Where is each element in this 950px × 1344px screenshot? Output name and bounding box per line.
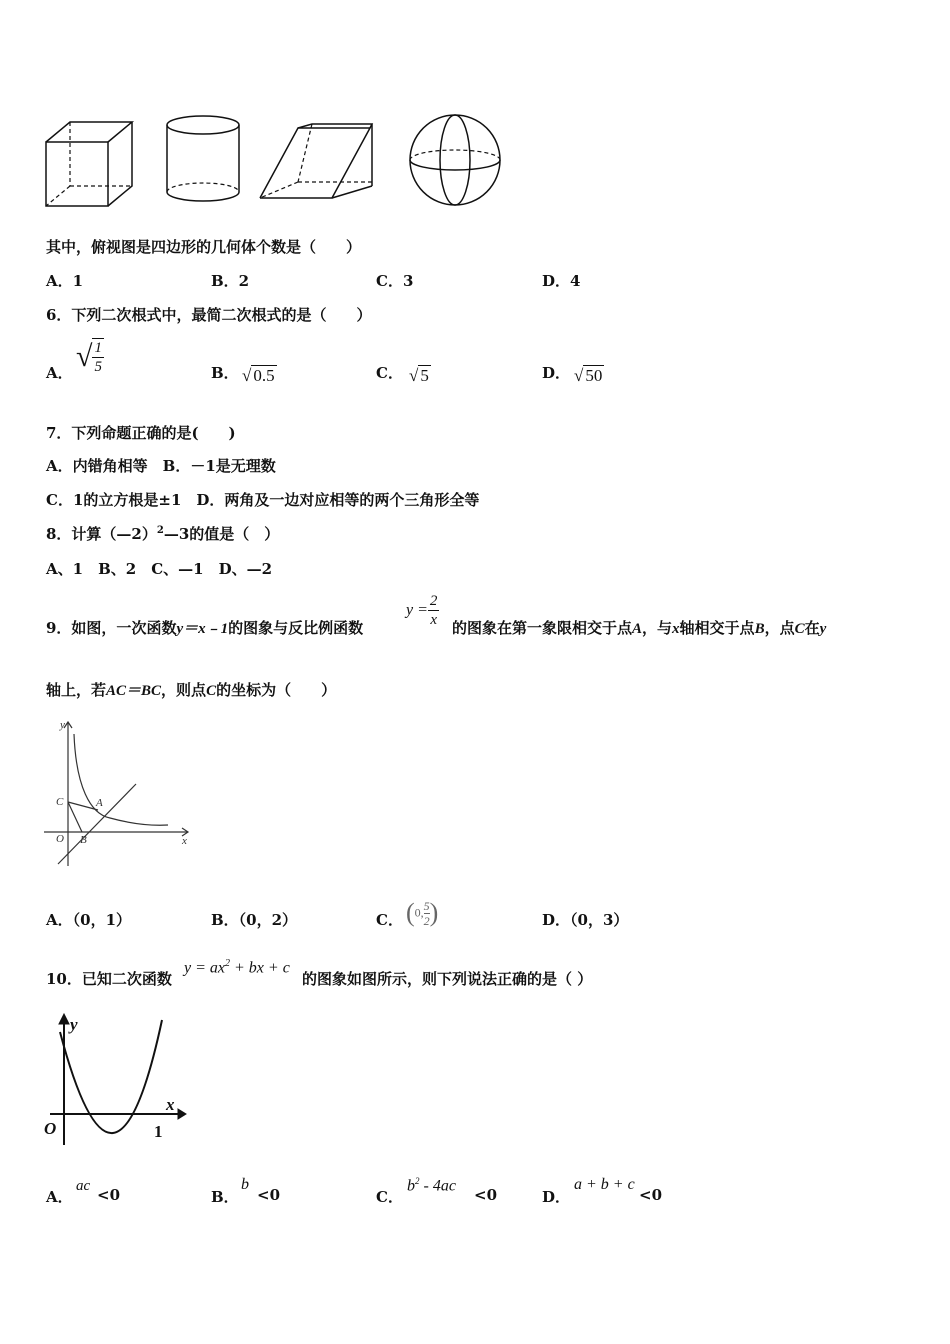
q9-stem-line1: [46, 617, 363, 638]
q7-options-ab: A．内错角相等 B．－1是无理数: [46, 457, 276, 475]
q10-graph: [40, 1010, 190, 1150]
q9-linear-function: y＝x﹣1: [176, 621, 229, 637]
q9-frac-lhs: y =: [406, 601, 428, 619]
q9-post2: ，与: [642, 619, 673, 637]
q9-point-b: B: [754, 621, 765, 637]
q6-b-radicand: 0.5: [253, 366, 275, 385]
q7-stem: 7．下列命题正确的是( ): [46, 424, 236, 442]
q9-c-rparen: ): [429, 898, 439, 927]
q10-graph-one-label: 1: [154, 1122, 163, 1141]
q9-reciprocal-function: [406, 592, 439, 629]
q9-point-a: A: [632, 621, 643, 637]
q10-func-sup: 2: [225, 958, 230, 969]
q10-func-post: + bx + c: [230, 959, 290, 977]
q10-option-a-rel: <0: [97, 1186, 121, 1204]
cube-figure: [46, 122, 132, 206]
q9-graph-c-label: C: [56, 796, 64, 808]
q9-graph: [40, 716, 200, 876]
q9-c-den: 2: [423, 913, 430, 928]
q10-func: y = ax: [184, 959, 225, 977]
q9-post: 的图象在第一象限相交于点: [452, 619, 633, 637]
q5-option-a: A．1: [46, 272, 84, 290]
q9-graph-a-label: A: [96, 797, 103, 809]
q7-options-cd: C．1的立方根是±1 D．两角及一边对应相等的两个三角形全等: [46, 491, 480, 509]
q9-frac-den: x: [430, 612, 437, 628]
q10-function: [184, 958, 290, 977]
q9-stem-line2: [46, 679, 336, 700]
q9-c-num: 5: [423, 898, 430, 913]
q9-line2-post: 的坐标为（ ）: [216, 681, 337, 699]
sphere-figure: [410, 115, 500, 205]
q6-option-d-label: D．: [542, 364, 571, 382]
q6-d-radicand: 50: [585, 366, 603, 385]
q5-option-b: B．2: [211, 272, 250, 290]
q9-segment-ca: [68, 802, 98, 810]
q9-mid: 的图象与反比例函数: [228, 619, 364, 637]
q9-option-c-label: C．: [376, 911, 403, 929]
q9-option-c-expr: [406, 898, 438, 928]
q10-c-expr-post: - 4ac: [419, 1177, 456, 1195]
q10-graph-x-label: x: [166, 1095, 175, 1114]
q9-graph-x-label: x: [182, 835, 187, 847]
q10-y-arrow-icon: [59, 1014, 69, 1024]
q10-option-c-expr: [407, 1176, 456, 1195]
q10-c-expr-pre: b: [407, 1177, 415, 1195]
q6-option-b-expr: √ 0.5: [242, 366, 275, 385]
q10-option-d-rel: <0: [639, 1186, 663, 1204]
q9-stem-line1-rest: [452, 617, 826, 638]
q10-option-d-label: D．: [542, 1188, 571, 1206]
q5-option-d: D．4: [542, 272, 581, 290]
q10-stem-post: 的图象如图所示，则下列说法正确的是（ ）: [302, 970, 593, 988]
q6-option-a-label: A．: [46, 364, 73, 382]
q10-c-expr-sup: 2: [415, 1176, 420, 1186]
q6-c-radicand: 5: [420, 366, 429, 385]
q9-post4: ，点: [764, 619, 795, 637]
q10-option-b-label: B．: [211, 1188, 239, 1206]
q6-option-d-expr: √ 50: [574, 366, 603, 385]
q6-a-numerator: 1: [94, 340, 102, 356]
q10-option-b-rel: <0: [257, 1186, 281, 1204]
q9-c-zero: 0,: [414, 905, 424, 920]
q8-stem-sup: 2: [156, 525, 164, 536]
q9-segment-cb: [68, 802, 82, 832]
q6-stem: 6．下列二次根式中，最简二次根式的是（ ）: [46, 306, 372, 324]
q9-graph-o-label: O: [56, 833, 64, 845]
q9-line2-mid: ，则点: [161, 681, 207, 699]
q9-pre: 9．如图，一次函数: [46, 619, 177, 637]
q9-point-c2: C: [206, 683, 217, 699]
q9-hyperbola: [74, 734, 168, 825]
q5-option-c: C．3: [376, 272, 414, 290]
q9-condition: AC＝BC: [106, 683, 162, 699]
q9-post3: 轴相交于点: [679, 619, 755, 637]
q6-option-c-expr: √ 5: [409, 366, 429, 385]
q10-x-arrow-icon: [178, 1109, 186, 1119]
q9-option-d: D．（0，3）: [542, 911, 629, 929]
q10-option-d-expr: a + b + c: [574, 1176, 635, 1193]
q9-line: [58, 784, 136, 864]
q10-graph-y-label: y: [70, 1015, 78, 1034]
q5-stem: 其中，俯视图是四边形的几何体个数是（ ）: [46, 238, 362, 256]
q9-graph-b-label: B: [80, 834, 87, 846]
q6-option-b-label: B．: [211, 364, 239, 382]
q9-post5: 在: [804, 619, 820, 637]
q10-option-c-rel: <0: [474, 1186, 498, 1204]
solids-figure: [40, 110, 510, 215]
q9-c-lparen: (: [406, 898, 415, 927]
q8-stem-pre: 8．计算（—2）: [46, 525, 157, 543]
q8-stem-post: —3的值是（ ）: [163, 525, 280, 543]
q9-point-c: C: [794, 621, 805, 637]
q9-y-var: y: [819, 621, 827, 637]
q9-option-b: B．（0，2）: [211, 911, 298, 929]
q10-option-a-expr: ac: [76, 1178, 91, 1194]
q9-frac-num: 2: [429, 593, 438, 609]
q9-graph-y-label: y: [60, 719, 65, 731]
q10-option-b-expr: b: [241, 1176, 249, 1193]
q8-options: A、1 B、2 C、—1 D、—2: [46, 560, 273, 578]
prism-figure: [260, 124, 372, 198]
q9-x-var: x: [672, 621, 680, 637]
q10-graph-o-label: O: [44, 1119, 57, 1138]
q10-option-a-label: A．: [46, 1188, 73, 1206]
q9-line2-pre: 轴上，若: [46, 681, 107, 699]
q6-option-a-expr: √ $\frac{1}{5}$: [76, 340, 102, 375]
q10-option-c-label: C．: [376, 1188, 403, 1206]
q10-stem-pre: 10．已知二次函数: [46, 970, 172, 988]
q9-option-a: A．（0，1）: [46, 911, 132, 929]
cylinder-figure: [167, 116, 239, 201]
q6-option-c-label: C．: [376, 364, 403, 382]
q6-a-denominator: 5: [94, 359, 102, 375]
q10-parabola: [60, 1020, 162, 1133]
q8-stem: [46, 523, 279, 544]
